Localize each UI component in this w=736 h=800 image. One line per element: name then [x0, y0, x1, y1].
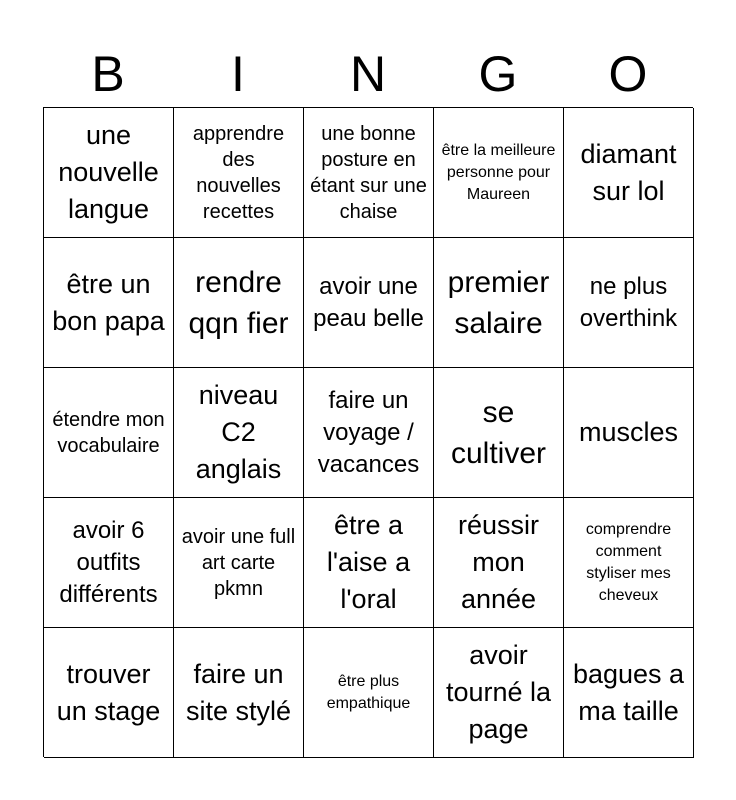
cell-text: ne plus overthink — [579, 272, 678, 332]
cell-text: diamant sur lol — [580, 138, 677, 206]
header-letter-b: B — [91, 46, 125, 102]
bingo-cell[interactable] — [304, 498, 434, 628]
bingo-cell[interactable] — [434, 108, 564, 238]
cell-text: avoir une peau belle — [313, 272, 424, 332]
bingo-cell[interactable] — [44, 498, 174, 628]
bingo-cell[interactable] — [434, 628, 564, 758]
bingo-cell[interactable] — [44, 108, 174, 238]
cell-text: avoir 6 outfits différents — [59, 516, 158, 608]
cell-text: être plus empathique — [326, 672, 411, 712]
bingo-cell[interactable] — [564, 108, 694, 238]
header-letter-g: G — [478, 46, 518, 102]
cell-text: une bonne posture en étant sur une chaise — [310, 122, 427, 223]
cell-text: premier salaire — [447, 265, 550, 340]
cell-text: apprendre des nouvelles recettes — [192, 122, 285, 223]
bingo-cell[interactable] — [174, 628, 304, 758]
cell-text: avoir tourné la page — [445, 640, 552, 744]
bingo-cell[interactable] — [304, 238, 434, 368]
bingo-cell[interactable] — [434, 368, 564, 498]
bingo-cell[interactable] — [44, 238, 174, 368]
bingo-cell[interactable] — [434, 498, 564, 628]
bingo-cell[interactable] — [564, 498, 694, 628]
bingo-grid — [43, 107, 693, 757]
cell-text: être a l'aise a l'oral — [326, 510, 411, 614]
bingo-cell[interactable] — [304, 628, 434, 758]
cell-text: niveau C2 anglais — [195, 380, 282, 484]
header-letter-n: N — [349, 46, 387, 102]
cell-text: comprendre comment styliser mes cheveux — [585, 520, 672, 604]
bingo-header — [43, 40, 693, 108]
cell-text: rendre qqn fier — [188, 265, 289, 340]
bingo-cell[interactable] — [174, 368, 304, 498]
cell-text: faire un site stylé — [185, 658, 292, 726]
cell-text: avoir une full art carte pkmn — [181, 525, 296, 600]
bingo-cell[interactable] — [44, 368, 174, 498]
cell-text: muscles — [578, 417, 679, 447]
bingo-cell[interactable] — [564, 368, 694, 498]
bingo-cell[interactable] — [174, 238, 304, 368]
bingo-cell[interactable] — [44, 628, 174, 758]
cell-text: réussir mon année — [457, 510, 539, 614]
bingo-cell[interactable] — [174, 108, 304, 238]
cell-text: faire un voyage / vacances — [317, 386, 420, 478]
bingo-cell[interactable] — [174, 498, 304, 628]
header-letter-i: I — [231, 46, 245, 102]
cell-text: être un bon papa — [52, 268, 165, 336]
bingo-cell[interactable] — [304, 108, 434, 238]
header-letter-o: O — [608, 46, 648, 102]
bingo-cell[interactable] — [304, 368, 434, 498]
bingo-cell[interactable] — [434, 238, 564, 368]
cell-text: trouver un stage — [56, 658, 161, 726]
bingo-cell[interactable] — [564, 238, 694, 368]
cell-text: bagues a ma taille — [572, 658, 685, 726]
cell-text: étendre mon vocabulaire — [52, 408, 165, 457]
bingo-cell[interactable] — [564, 628, 694, 758]
cell-text: être la meilleure personne pour Maureen — [441, 141, 556, 203]
cell-text: une nouvelle langue — [58, 120, 159, 224]
cell-text: se cultiver — [450, 395, 547, 470]
